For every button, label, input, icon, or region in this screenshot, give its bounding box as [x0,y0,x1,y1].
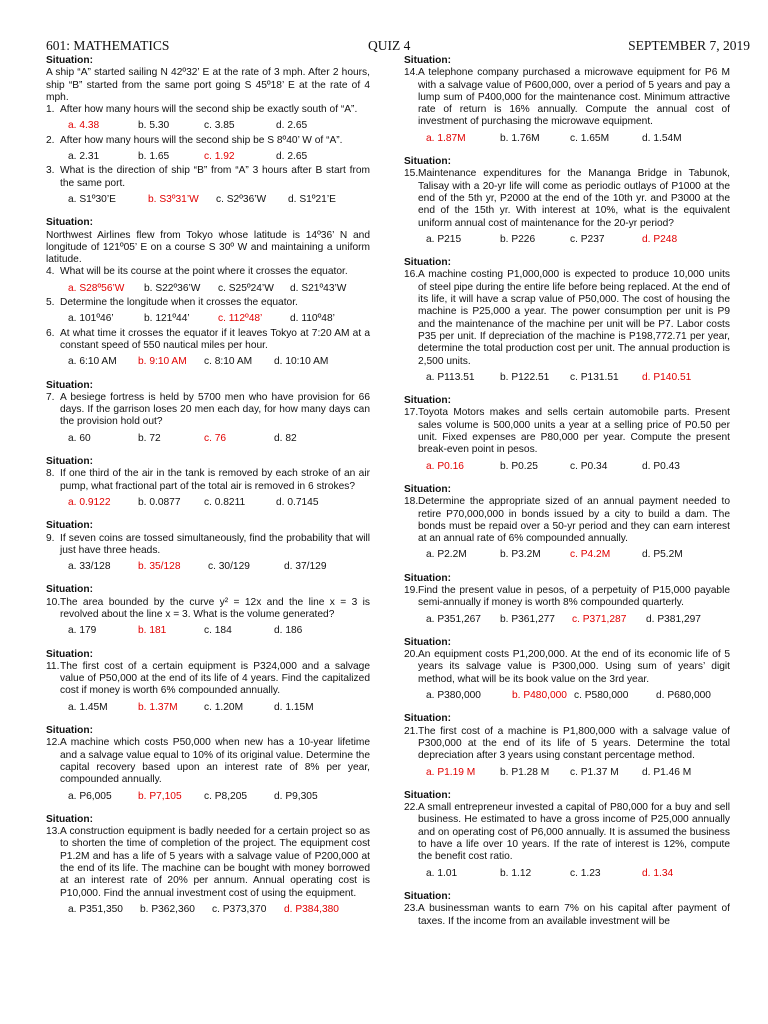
question-text: After how many hours will the second ship be S 8º40’ W of “A”. [60,134,343,146]
choice: d. P381,297 [646,613,701,625]
choice: c. 1.20M [204,701,244,713]
choice: b. 1.65 [138,151,170,163]
question [46,661,370,698]
question [46,135,370,147]
answer-choices [404,767,730,779]
question-number: 13. [46,826,61,838]
question-number: 2. [46,134,55,146]
situation-label: Situation: [404,156,451,168]
choice: c. 3.85 [204,120,235,132]
answer-choices [46,561,370,573]
situation-block [404,891,730,928]
answer-choices [404,690,730,702]
choice: c. P373,370 [212,903,267,915]
quiz-title: QUIZ 4 [368,38,411,53]
question-number: 12. [46,737,61,749]
question-number: 4. [46,266,55,278]
question [404,726,730,763]
question-text: If seven coins are tossed simultaneously, find the probability that will just have three heads. [60,532,370,556]
answer-choices [404,234,730,246]
question-number: 7. [46,391,55,403]
situation-label: Situation: [404,395,451,407]
question-text: Determine the appropriate sized of an annual payment needed to retire P70,000,000 in bonds issued by a city to build a dam. The bonds must be repaid over a 50-yr period and they can earn interest at an annual rate of 6% compounded annually. [418,496,730,545]
choice: c. P1.37 M [570,766,619,778]
question-number: 8. [46,468,55,480]
question [46,297,370,309]
question-number: 18. [404,496,419,508]
question-number: 17. [404,407,419,419]
situation-label: Situation: [404,636,451,648]
question-number: 9. [46,532,55,544]
question-number: 16. [404,269,419,281]
correct-choice: b. P480,000 [512,690,567,702]
correct-choice: a. S28º56’W [68,282,125,294]
choice: c. P237 [570,233,605,245]
question [46,533,370,558]
correct-choice: c. P4.2M [570,549,611,561]
page-header [46,40,750,56]
choice: a. 33/128 [68,561,111,573]
answer-choices [46,497,370,509]
question-number: 10. [46,596,61,608]
choice: b. P122.51 [500,371,550,383]
question [404,496,730,545]
choice: d. 110º48’ [290,313,335,325]
answer-choices [404,549,730,561]
situation-label: Situation: [46,55,93,66]
question-number: 20. [404,649,419,661]
choice: b. 1.76M [500,132,540,144]
question-text: A telephone company purchased a microwave equipment for P6 M with a salvage value of P600,000, over a period of 5 years and pay a lump sum of P400,000 for the maintenance cost. Minimum attractive rate of return is 16% annually. Compute the annual cost of investment of purchasing the microwave equipment. [418,67,730,128]
choice: c. P8,205 [204,790,248,802]
question-text: Determine the longitude when it crosses the equator. [60,297,298,309]
situation-text: Northwest Airlines flew from Tokyo whose latitude is 14º36’ N and longitude of 121º05’ E on a course S 30º W and maintaining a uniform latitude. [46,229,370,266]
choice: d. 82 [274,432,297,444]
situation-block [46,649,370,714]
situation-block [46,55,370,206]
choice: c. P131.51 [570,371,619,383]
question [46,826,370,900]
question [404,67,730,128]
situation-block [46,456,370,509]
question-number: 14. [404,67,419,79]
question-text: Find the present value in pesos, of a perpetuity of P15,000 payable semi-annually if money is worth 8% compounded quarterly. [418,584,730,609]
question-number: 3. [46,165,55,177]
answer-choices [46,151,370,163]
correct-choice: b. S3º31’W [148,193,199,205]
question-number: 15. [404,168,419,180]
situation-label: Situation: [404,890,451,902]
situation-label: Situation: [46,813,93,825]
correct-choice: a. 0.9122 [68,496,111,508]
correct-choice: c. 1.92 [204,151,235,163]
choice: b. 1.12 [500,867,532,879]
question-text: The first cost of a machine is P1,800,000 with a salvage value of P300,000 at the end of its life of 5 years. Determine the total depreciation after 3 years using constant percentage method. [418,725,730,762]
situation-block [404,484,730,562]
answer-choices [46,904,370,916]
answer-choices [46,433,370,445]
choice: d. P5.2M [642,549,683,561]
answer-choices [46,702,370,714]
answer-choices [404,868,730,880]
situation-label: Situation: [46,648,93,660]
choice: a. 60 [68,432,91,444]
correct-choice: b. P7,105 [138,790,182,802]
question-number: 11. [46,660,60,672]
choice: c. 8:10 AM [204,356,253,368]
choice: c. 30/129 [208,561,250,573]
question-number: 21. [404,725,419,737]
choice: a. S1º30’E [68,193,116,205]
choice: a. 2.31 [68,151,100,163]
choice: c. 0.8211 [204,496,246,508]
situation-label: Situation: [404,257,451,269]
choice: c. 1.23 [570,867,601,879]
choice: b. 5.30 [138,120,170,132]
situation-label: Situation: [404,572,451,584]
choice: c. S25º24’W [218,282,274,294]
answer-choices [46,194,370,206]
correct-choice: a. P0.16 [426,460,464,472]
choice: b. 121º44’ [144,313,190,325]
question-text: Maintenance expenditures for the Mananga Bridge in Tabunok, Talisay with a 20-yr life will come as periodic outlays of P1000 at the end of the 5th yr, P2000 at the end of the 10th yr. and P3000 at the end of the 15th yr. With interest at 10%, what is the equivalent uniform annual cost of maintenance for the 20-yr period? [418,168,730,229]
situation-label: Situation: [46,584,93,596]
question-text: What is the direction of ship “B” from “A” 3 hours after B start from the same port. [60,165,370,189]
question-text: The first cost of a certain equipment is P324,000 and a salvage value of P50,000 at the end of its life of 4 years. Find the capitalized cost if money is worth 6% compounded annually. [60,660,370,697]
correct-choice: d. P140.51 [642,371,692,383]
choice: d. 1.54M [642,132,682,144]
choice: b. P3.2M [500,549,541,561]
correct-choice: d. P248 [642,233,678,245]
question-text: A besiege fortress is held by 5700 men who have provision for 66 days. If the garrison loses 20 men each day, for how many days can the provision hold out? [60,391,370,428]
situation-block [404,395,730,473]
question [404,802,730,863]
choice: a. P351,267 [426,613,481,625]
choice: b. P226 [500,233,536,245]
situation-label: Situation: [404,789,451,801]
answer-choices [404,133,730,145]
right-column [404,55,730,939]
situation-block [404,257,730,384]
answer-choices [46,625,370,637]
answer-choices [46,791,370,803]
question [404,269,730,367]
situation-block [46,814,370,916]
correct-choice: c. P371,287 [572,613,627,625]
course-title: 601: MATHEMATICS [46,38,170,53]
answer-choices [404,614,730,626]
correct-choice: a. 1.87M [426,132,466,144]
question-text: If one third of the air in the tank is removed by each stroke of an air pump, what fractional part of the total air is removed in 6 strokes? [60,468,370,492]
correct-choice: d. P384,380 [284,903,339,915]
choice: a. 1.45M [68,701,108,713]
correct-choice: a. 4.38 [68,120,100,132]
choice: d. P1.46 M [642,766,692,778]
question-text: A machine which costs P50,000 when new has a 10-year lifetime and a salvage value equal to 10% of its original value. Determine the capital recovery based upon an interest rate of 8% per year, compounded annually. [60,737,370,786]
choice: a. 101º46’ [68,313,114,325]
choice: a. 179 [68,625,97,637]
choice: b. P362,360 [140,903,195,915]
question-number: 1. [46,104,55,116]
question [46,328,370,353]
choice: d. 0.7145 [276,496,319,508]
choice: d. 186 [274,625,303,637]
choice: b. S22º36’W [144,282,201,294]
left-column [46,55,370,927]
question [404,649,730,686]
question [404,903,730,928]
situation-block [46,217,370,368]
situation-block [404,573,730,626]
situation-label: Situation: [404,55,451,66]
choice: b. 0.0877 [138,496,181,508]
correct-choice: b. 9:10 AM [138,356,187,368]
situation-block [46,584,370,637]
question-text: A businessman wants to earn 7% on his capital after payment of taxes. If the income from an available investment will be [418,903,730,927]
choice: d. P9,305 [274,790,318,802]
question-number: 5. [46,297,55,309]
correct-choice: b. 1.37M [138,701,178,713]
correct-choice: a. P1.19 M [426,766,476,778]
situation-block [404,55,730,145]
question [404,168,730,229]
choice: d. 1.15M [274,701,314,713]
question-text: A construction equipment is badly needed for a certain project so as to shorten the time of completion of the project. The equipment cost P1.2M and has a life of 5 years with a salvage value of P200,000 at the end of its life. The machine can be bought with money borrowed at an interest rate of 20% per annum. Annual operating cost is P10,000. Find the annual investment cost of using the equipment. [60,826,370,899]
question-text: What will be its course at the point where it crosses the equator. [60,266,348,278]
situation-label: Situation: [404,483,451,495]
choice: d. 2.65 [276,120,308,132]
answer-choices [404,372,730,384]
question [46,737,370,786]
situation-label: Situation: [46,456,93,468]
situation-label: Situation: [46,520,93,532]
question-number: 6. [46,327,55,339]
choice: d. P0.43 [642,460,680,472]
question-text: A machine costing P1,000,000 is expected to produce 10,000 units of steel pipe during the entire life before being replaced. At the end of its life, it will have a scrap value of P50,000. The cost of housing the machine is P25,000 a year. The power consumption per unit is P9 and the maintenance of the machine per unit will be P7. Labor costs P35 per unit. If depreciation of the machine is P198,772.71 per year, determine the total production cost per unit. The annual production is 2,500 units. [418,269,730,367]
choice: b. P1.28 M [500,766,550,778]
question [404,407,730,456]
choice: a. 6:10 AM [68,356,117,368]
situation-block [404,790,730,880]
question [46,597,370,622]
question-number: 19. [404,584,419,596]
choice: d. P680,000 [656,690,711,702]
question-text: After how many hours will the second ship be exactly south of “A”. [60,104,358,116]
question [404,585,730,610]
situation-label: Situation: [46,217,93,229]
situation-block [46,380,370,445]
choice: c. P580,000 [574,690,629,702]
situation-block [404,637,730,702]
choice: a. P113.51 [426,371,475,383]
correct-choice: d. 1.34 [642,867,674,879]
question-text: A small entrepreneur invested a capital of P80,000 for a buy and sell business. He estimated to have a gross income of P25,000 annually and on operating cost of P6,000 annually. It is assumed the business to have a life over 10 years. If the rate of interest is 12%, compute the benefit cost ratio. [418,802,730,863]
choice: a. P215 [426,233,462,245]
question [46,266,370,278]
answer-choices [46,120,370,132]
question-text: The area bounded by the curve y² = 12x and the line x = 3 is revolved about the line x = 3. What is the volume generated? [60,596,370,620]
choice: d. 2.65 [276,151,308,163]
question [46,468,370,493]
choice: d. 10:10 AM [274,356,329,368]
choice: b. 72 [138,432,161,444]
choice: d. S1º21’E [288,193,336,205]
question [46,165,370,190]
correct-choice: b. 181 [138,625,167,637]
answer-choices [404,461,730,473]
situation-label: Situation: [46,379,93,391]
choice: c. S2º36’W [216,193,267,205]
question [46,104,370,116]
choice: a. P380,000 [426,690,481,702]
situation-label: Situation: [404,713,451,725]
choice: c. P0.34 [570,460,608,472]
choice: a. P6,005 [68,790,112,802]
question-number: 23. [404,903,419,915]
question-number: 22. [404,802,419,814]
question-text: An equipment costs P1,200,000. At the end of its economic life of 5 years its salvage value is P300,000. Using sum of years’ digit method, what will be its book value on the 3rd year. [418,649,730,685]
correct-choice: b. 35/128 [138,561,181,573]
quiz-date: SEPTEMBER 7, 2019 [628,38,750,53]
question [46,392,370,429]
question-text: At what time it crosses the equator if it leaves Tokyo at 7:20 AM at a constant speed of 550 nautical miles per hour. [60,327,370,351]
choice: b. P361,277 [500,613,555,625]
choice: c. 1.65M [570,132,610,144]
situation-block [46,725,370,803]
choice: b. P0.25 [500,460,538,472]
situation-text: A ship “A” started sailing N 42º32’ E at the rate of 3 mph. After 2 hours, ship “B” started from the same port going S 45º18’ E at the rate of 4 mph. [46,67,370,103]
choice: a. 1.01 [426,867,458,879]
situation-block [404,713,730,778]
choice: d. 37/129 [284,561,327,573]
situation-block [46,520,370,573]
situation-block [404,156,730,246]
correct-choice: c. 112º48’ [218,313,263,325]
question-text: Toyota Motors makes and sells certain automobile parts. Present sales volume is 500,000 units a year at a selling price of P0.50 per unit. Fixed expenses are P80,000 per year. Compute the present break-even point in pesos. [418,407,730,456]
answer-choices [46,283,370,295]
choice: a. P2.2M [426,549,467,561]
choice: c. 184 [204,625,232,637]
situation-label: Situation: [46,725,93,737]
choice: a. P351,350 [68,903,123,915]
correct-choice: c. 76 [204,432,227,444]
answer-choices [46,313,370,325]
answer-choices [46,356,370,368]
choice: d. S21º43’W [290,282,347,294]
